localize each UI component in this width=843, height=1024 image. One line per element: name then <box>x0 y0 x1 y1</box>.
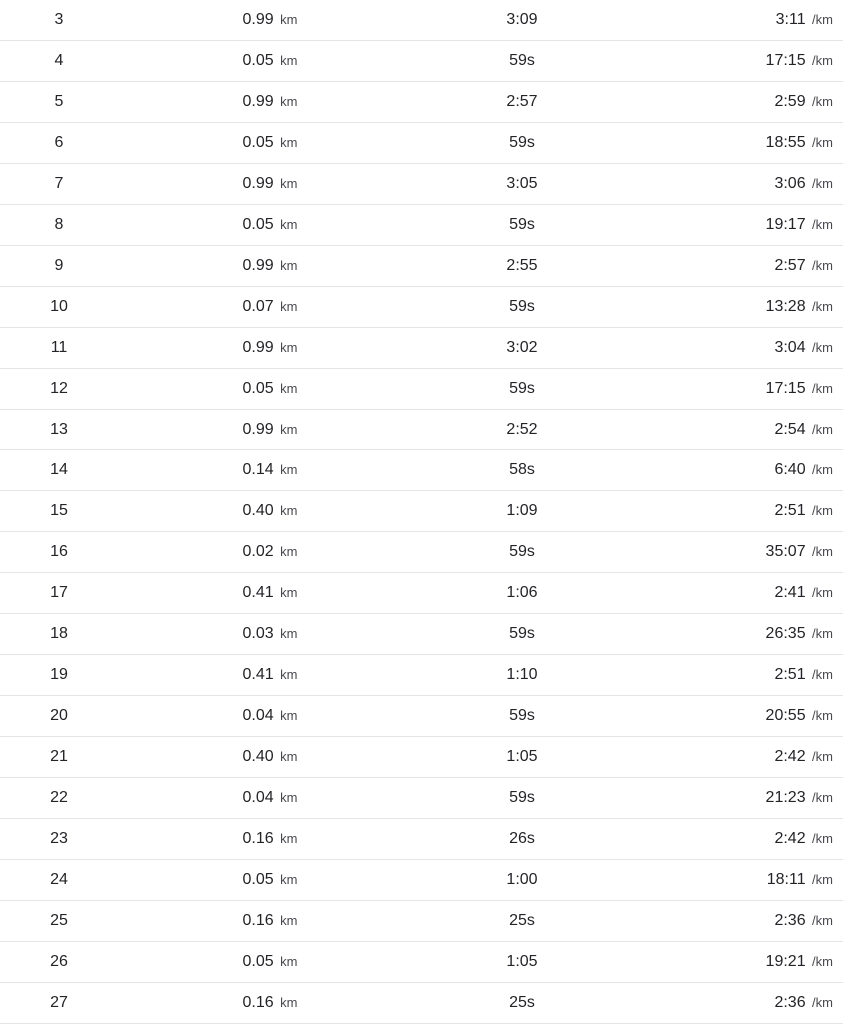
pace-value: 18:11 <box>766 870 806 888</box>
distance-unit: km <box>280 339 298 355</box>
lap-row[interactable] <box>0 860 843 901</box>
lap-time: 59s <box>509 297 535 315</box>
lap-time: 1:09 <box>506 502 538 520</box>
lap-time: 59s <box>509 789 535 807</box>
distance-unit: km <box>280 871 298 887</box>
distance-unit: km <box>280 216 298 232</box>
pace-value: 2:57 <box>774 256 806 274</box>
lap-distance <box>118 258 422 274</box>
lap-pace <box>622 381 843 397</box>
pace-value: 2:36 <box>774 911 806 929</box>
distance-unit: km <box>280 52 298 68</box>
lap-pace <box>622 667 843 683</box>
lap-number: 3 <box>54 10 64 28</box>
lap-pace <box>622 217 843 233</box>
pace-unit: /km <box>812 339 833 355</box>
lap-row[interactable] <box>0 778 843 819</box>
lap-time: 3:09 <box>506 10 538 28</box>
lap-pace <box>622 872 843 888</box>
lap-number: 19 <box>50 666 68 684</box>
distance-value: 0.16 <box>242 830 274 848</box>
distance-value: 0.41 <box>242 584 274 602</box>
pace-value: 2:59 <box>774 92 806 110</box>
lap-distance <box>118 340 422 356</box>
lap-distance <box>118 585 422 601</box>
pace-unit: /km <box>812 953 833 969</box>
lap-distance <box>118 135 422 151</box>
lap-row[interactable] <box>0 123 843 164</box>
pace-value: 17:15 <box>765 51 806 69</box>
distance-value: 0.99 <box>242 92 274 110</box>
pace-value: 3:04 <box>774 338 806 356</box>
pace-unit: /km <box>812 421 833 437</box>
lap-number: 17 <box>50 584 68 602</box>
pace-unit: /km <box>812 257 833 273</box>
lap-distance <box>118 544 422 560</box>
lap-row[interactable] <box>0 901 843 942</box>
distance-value: 0.05 <box>242 379 274 397</box>
lap-distance <box>118 790 422 806</box>
lap-time: 1:06 <box>506 584 538 602</box>
lap-number: 24 <box>50 870 68 888</box>
distance-value: 0.99 <box>242 338 274 356</box>
lap-pace <box>622 94 843 110</box>
distance-value: 0.16 <box>242 911 274 929</box>
lap-time: 25s <box>509 993 535 1011</box>
pace-value: 18:55 <box>765 133 806 151</box>
distance-unit: km <box>280 175 298 191</box>
lap-number: 21 <box>50 748 68 766</box>
pace-unit: /km <box>812 708 833 724</box>
distance-value: 0.07 <box>242 297 274 315</box>
lap-pace <box>622 585 843 601</box>
pace-value: 3:06 <box>774 174 806 192</box>
lap-row[interactable] <box>0 983 843 1024</box>
lap-number: 20 <box>50 707 68 725</box>
lap-pace <box>622 749 843 765</box>
lap-row[interactable] <box>0 655 843 696</box>
pace-value: 19:21 <box>765 952 806 970</box>
distance-unit: km <box>280 831 298 847</box>
pace-unit: /km <box>812 175 833 191</box>
distance-value: 0.99 <box>242 420 274 438</box>
lap-time: 59s <box>509 707 535 725</box>
lap-time: 2:52 <box>506 420 538 438</box>
distance-value: 0.99 <box>242 256 274 274</box>
pace-value: 13:28 <box>765 297 806 315</box>
lap-row[interactable] <box>0 491 843 532</box>
lap-number: 15 <box>50 502 68 520</box>
lap-distance <box>118 53 422 69</box>
pace-unit: /km <box>812 544 833 560</box>
lap-number: 14 <box>50 461 68 479</box>
lap-number: 6 <box>54 133 64 151</box>
lap-distance <box>118 462 422 478</box>
lap-distance <box>118 299 422 315</box>
lap-row[interactable] <box>0 573 843 614</box>
pace-unit: /km <box>812 667 833 683</box>
distance-unit: km <box>280 462 298 478</box>
lap-pace <box>622 12 843 28</box>
pace-value: 20:55 <box>765 707 806 725</box>
lap-row[interactable] <box>0 369 843 410</box>
distance-unit: km <box>280 790 298 806</box>
distance-unit: km <box>280 134 298 150</box>
lap-row[interactable] <box>0 0 843 41</box>
lap-distance <box>118 626 422 642</box>
pace-unit: /km <box>812 134 833 150</box>
lap-number: 5 <box>54 92 64 110</box>
lap-pace <box>622 462 843 478</box>
lap-row[interactable] <box>0 287 843 328</box>
pace-value: 2:36 <box>774 993 806 1011</box>
lap-time: 1:00 <box>506 870 538 888</box>
pace-value: 3:11 <box>775 10 806 28</box>
distance-value: 0.04 <box>242 789 274 807</box>
lap-number: 12 <box>50 379 68 397</box>
lap-pace <box>622 176 843 192</box>
pace-value: 35:07 <box>765 543 806 561</box>
pace-unit: /km <box>812 93 833 109</box>
pace-unit: /km <box>812 462 833 478</box>
lap-pace <box>622 831 843 847</box>
lap-pace <box>622 53 843 69</box>
lap-pace <box>622 913 843 929</box>
pace-unit: /km <box>812 831 833 847</box>
lap-pace <box>622 708 843 724</box>
lap-distance <box>118 954 422 970</box>
lap-number: 7 <box>54 174 64 192</box>
pace-unit: /km <box>812 912 833 928</box>
pace-value: 6:40 <box>774 461 806 479</box>
distance-value: 0.40 <box>242 502 274 520</box>
lap-pace <box>622 544 843 560</box>
pace-value: 21:23 <box>765 789 806 807</box>
lap-time: 1:05 <box>506 748 538 766</box>
lap-number: 13 <box>50 420 68 438</box>
pace-unit: /km <box>812 994 833 1010</box>
lap-pace <box>622 258 843 274</box>
lap-time: 59s <box>509 543 535 561</box>
lap-row[interactable] <box>0 205 843 246</box>
pace-value: 26:35 <box>765 625 806 643</box>
pace-unit: /km <box>812 52 833 68</box>
distance-unit: km <box>280 298 298 314</box>
pace-value: 2:42 <box>774 830 806 848</box>
lap-distance <box>118 708 422 724</box>
lap-time: 59s <box>509 379 535 397</box>
lap-time: 26s <box>509 830 535 848</box>
pace-unit: /km <box>812 216 833 232</box>
lap-time: 3:02 <box>506 338 538 356</box>
distance-unit: km <box>280 11 298 27</box>
lap-row[interactable] <box>0 819 843 860</box>
lap-time: 2:57 <box>506 92 538 110</box>
distance-value: 0.05 <box>242 952 274 970</box>
distance-unit: km <box>280 912 298 928</box>
distance-value: 0.04 <box>242 707 274 725</box>
distance-unit: km <box>280 953 298 969</box>
lap-number: 22 <box>50 789 68 807</box>
lap-distance <box>118 831 422 847</box>
lap-distance <box>118 422 422 438</box>
lap-number: 4 <box>54 51 64 69</box>
pace-value: 2:54 <box>774 420 806 438</box>
lap-time: 25s <box>509 911 535 929</box>
pace-value: 2:51 <box>774 666 806 684</box>
lap-pace <box>622 790 843 806</box>
lap-distance <box>118 667 422 683</box>
distance-unit: km <box>280 749 298 765</box>
distance-unit: km <box>280 503 298 519</box>
lap-pace <box>622 503 843 519</box>
lap-row[interactable] <box>0 328 843 369</box>
lap-number: 11 <box>50 338 68 356</box>
lap-time: 1:05 <box>506 952 538 970</box>
lap-time: 59s <box>509 625 535 643</box>
lap-row[interactable] <box>0 41 843 82</box>
lap-number: 23 <box>50 830 68 848</box>
distance-value: 0.41 <box>242 666 274 684</box>
distance-unit: km <box>280 667 298 683</box>
lap-time: 2:55 <box>506 256 538 274</box>
lap-number: 26 <box>50 952 68 970</box>
lap-row[interactable] <box>0 164 843 205</box>
lap-time: 59s <box>509 215 535 233</box>
lap-number: 16 <box>50 543 68 561</box>
distance-value: 0.02 <box>242 543 274 561</box>
distance-unit: km <box>280 93 298 109</box>
pace-unit: /km <box>812 626 833 642</box>
lap-distance <box>118 913 422 929</box>
distance-unit: km <box>280 380 298 396</box>
lap-distance <box>118 503 422 519</box>
distance-unit: km <box>280 708 298 724</box>
distance-unit: km <box>280 626 298 642</box>
lap-time: 3:05 <box>506 174 538 192</box>
pace-value: 2:41 <box>774 584 806 602</box>
lap-distance <box>118 995 422 1011</box>
lap-pace <box>622 954 843 970</box>
lap-number: 25 <box>50 911 68 929</box>
lap-pace <box>622 626 843 642</box>
lap-number: 10 <box>50 297 68 315</box>
lap-time: 58s <box>509 461 535 479</box>
distance-value: 0.99 <box>242 174 274 192</box>
distance-unit: km <box>280 544 298 560</box>
lap-row[interactable] <box>0 532 843 573</box>
lap-number: 18 <box>50 625 68 643</box>
distance-unit: km <box>280 421 298 437</box>
distance-value: 0.16 <box>242 993 274 1011</box>
lap-row[interactable] <box>0 737 843 778</box>
pace-value: 2:51 <box>774 502 806 520</box>
lap-row[interactable] <box>0 942 843 983</box>
lap-time: 59s <box>509 133 535 151</box>
lap-number: 9 <box>54 256 64 274</box>
lap-distance <box>118 94 422 110</box>
pace-unit: /km <box>812 585 833 601</box>
distance-unit: km <box>280 994 298 1010</box>
lap-row[interactable] <box>0 696 843 737</box>
distance-value: 0.05 <box>242 870 274 888</box>
lap-distance <box>118 749 422 765</box>
lap-time: 59s <box>509 51 535 69</box>
distance-value: 0.99 <box>242 10 274 28</box>
pace-value: 19:17 <box>765 215 806 233</box>
distance-value: 0.05 <box>242 215 274 233</box>
lap-distance <box>118 872 422 888</box>
pace-unit: /km <box>812 790 833 806</box>
distance-value: 0.05 <box>242 133 274 151</box>
pace-unit: /km <box>812 503 833 519</box>
lap-number: 8 <box>54 215 64 233</box>
lap-row[interactable] <box>0 410 843 451</box>
lap-pace <box>622 135 843 151</box>
lap-pace <box>622 995 843 1011</box>
lap-row[interactable] <box>0 450 843 491</box>
pace-unit: /km <box>812 380 833 396</box>
lap-distance <box>118 217 422 233</box>
distance-unit: km <box>280 257 298 273</box>
lap-pace <box>622 422 843 438</box>
lap-number: 27 <box>50 993 68 1011</box>
pace-unit: /km <box>812 871 833 887</box>
distance-unit: km <box>280 585 298 601</box>
lap-distance <box>118 12 422 28</box>
pace-value: 17:15 <box>765 379 806 397</box>
lap-pace <box>622 299 843 315</box>
pace-unit: /km <box>812 11 833 27</box>
distance-value: 0.40 <box>242 748 274 766</box>
lap-time: 1:10 <box>506 666 538 684</box>
lap-row[interactable] <box>0 82 843 123</box>
lap-distance <box>118 176 422 192</box>
pace-value: 2:42 <box>774 748 806 766</box>
distance-value: 0.05 <box>242 51 274 69</box>
lap-row[interactable] <box>0 246 843 287</box>
lap-row[interactable] <box>0 614 843 655</box>
pace-unit: /km <box>812 749 833 765</box>
distance-value: 0.03 <box>242 625 274 643</box>
pace-unit: /km <box>812 298 833 314</box>
lap-distance <box>118 381 422 397</box>
lap-pace <box>622 340 843 356</box>
distance-value: 0.14 <box>242 461 274 479</box>
